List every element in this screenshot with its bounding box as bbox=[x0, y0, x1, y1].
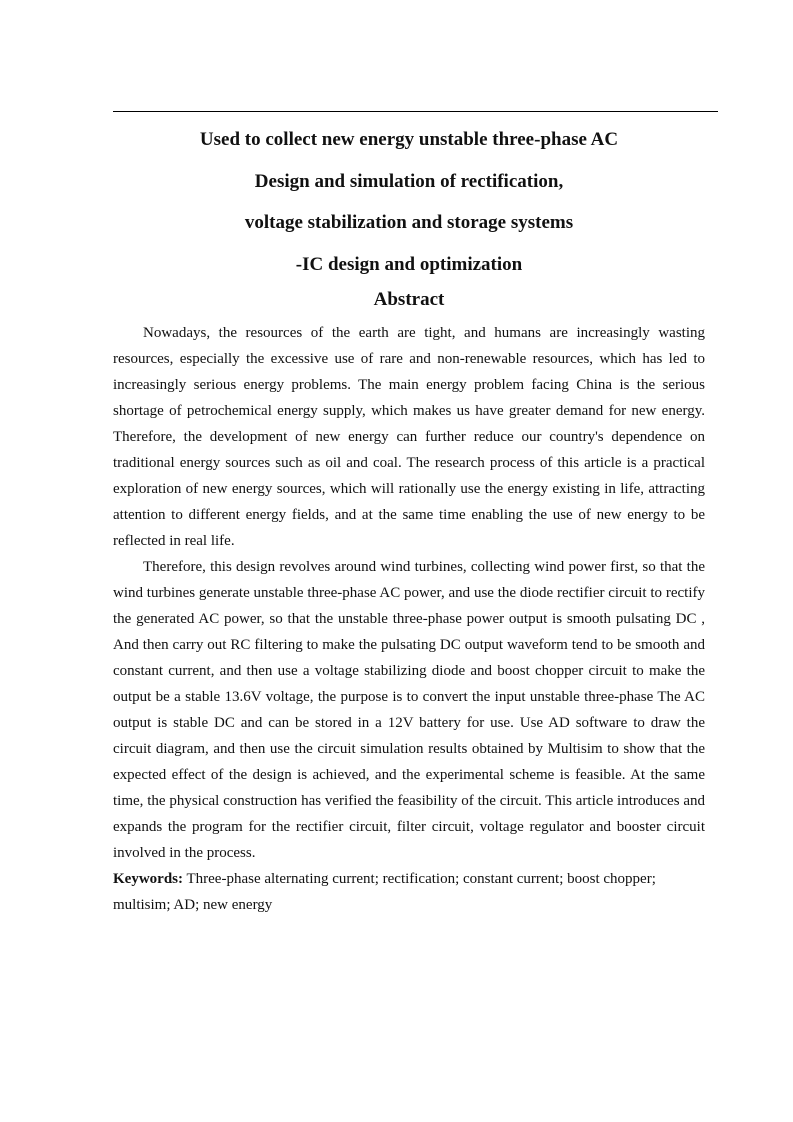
abstract-paragraph-1: Nowadays, the resources of the earth are tight, and humans are increasingly wasting resources, especially the excessive use of rare and non-renewable resources, which has led to increasingly serious energy problems. The main energy problem facing China is the serious shortage of petrochemical energy supply, which makes us have greater demand for new energy. Therefore, the development of new energy can further reduce our country's dependence on traditional energy sources such as oil and coal. The research process of this article is a practical exploration of new energy sources, which will rationally use the energy existing in life, attracting attention to different energy fields, and at the same time enabling the use of new energy to be reflected in real life. bbox=[113, 325, 705, 549]
abstract-heading: Abstract bbox=[373, 289, 445, 310]
keywords-line bbox=[113, 866, 705, 918]
title-line-1: Used to collect new energy unstable three-phase AC bbox=[199, 129, 619, 150]
title-line-4: -IC design and optimization bbox=[295, 253, 523, 275]
title-line-3: voltage stabilization and storage systems bbox=[244, 212, 574, 233]
title-line-2: Design and simulation of rectification, bbox=[254, 170, 564, 192]
thesis-title bbox=[113, 119, 705, 285]
keywords-label: Keywords: bbox=[113, 871, 183, 887]
abstract-paragraph-2: Therefore, this design revolves around wind turbines, collecting wind power first, so that the wind turbines generate unstable three-phase AC power, and use the diode rectifier circuit to rectify the generated AC power, so that the unstable three-phase power output is smooth pulsating DC , And then carry out RC filtering to make the pulsating DC output waveform tend to be smooth and constant current, and then use a voltage stabilizing diode and boost chopper circuit to make the output be a stable 13.6V voltage, the purpose is to convert the input unstable three-phase The AC output is stable DC and can be stored in a 12V battery for use. Use AD software to draw the circuit diagram, and then use the circuit simulation results obtained by Multisim to show that the expected effect of the design is achieved, and the experimental scheme is feasible. At the same time, the physical construction has verified the feasibility of the circuit. This article introduces and expands the program for the rectifier circuit, filter circuit, voltage regulator and booster circuit involved in the process. bbox=[113, 559, 705, 861]
abstract-body bbox=[113, 320, 705, 918]
header-rule bbox=[113, 111, 718, 112]
keywords-text: Three-phase alternating current; rectification; constant current; boost chopper; multisim; AD; new energy bbox=[113, 871, 656, 913]
